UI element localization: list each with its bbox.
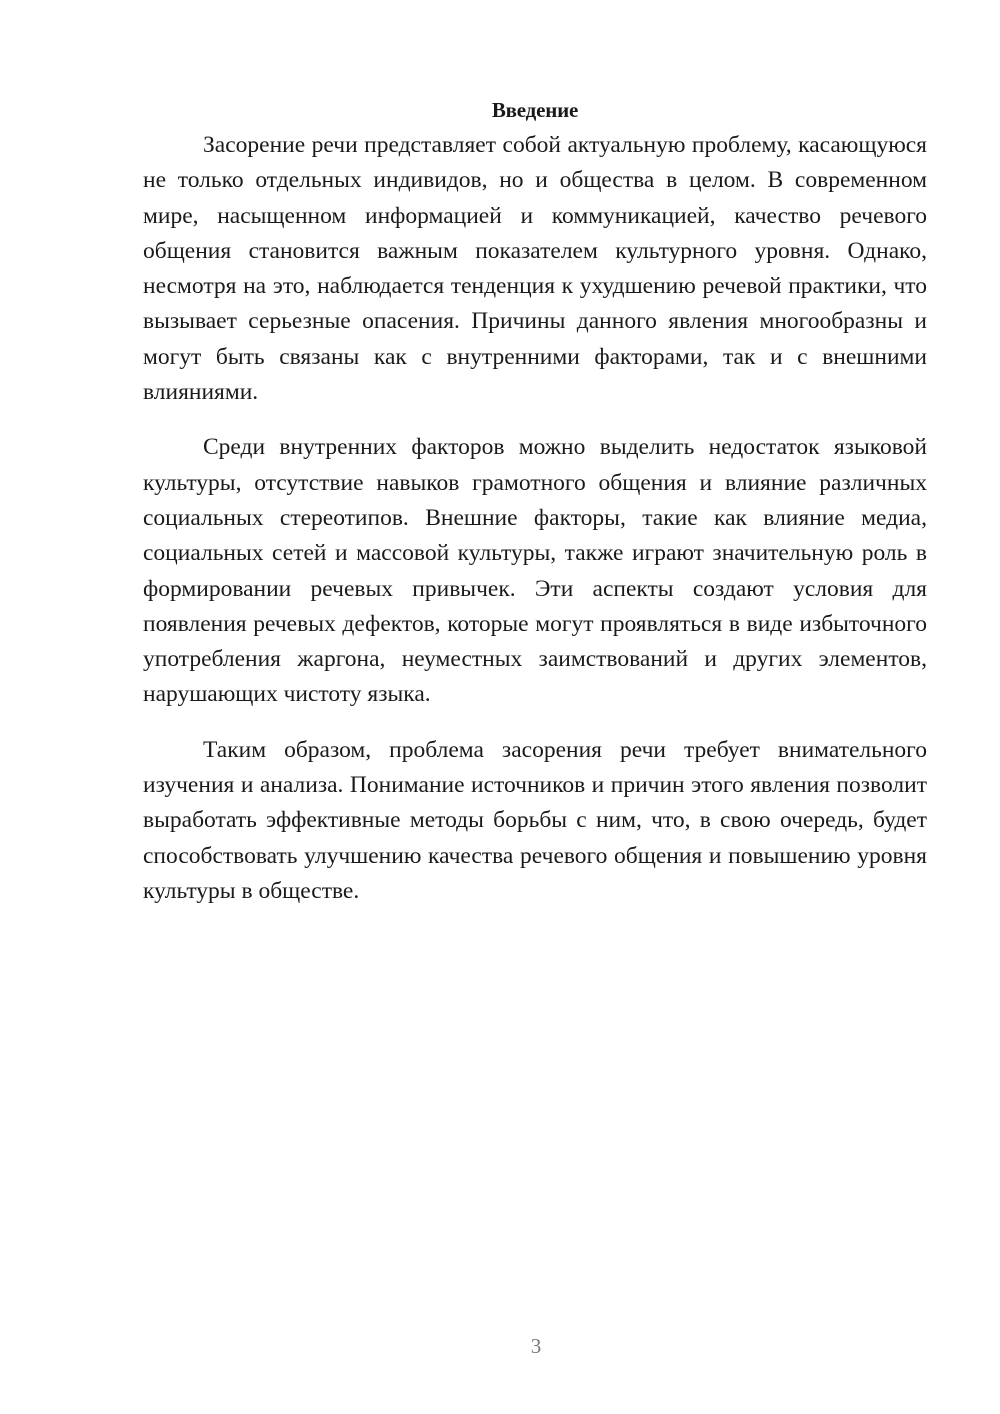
- section-heading: Введение: [491, 98, 579, 122]
- page-number: 3: [530, 1334, 542, 1358]
- page-content: [143, 92, 927, 909]
- paragraph-3: Таким образом, проблема засорения речи требует внимательного изучения и анализа. Понимание источников и причин этого явления позволит выработать эффективные методы борьбы с ним, что, в свою очередь, будет способствовать улучшению качества речевого общения и повышению уровня культуры в обществе.: [143, 736, 927, 904]
- paragraph-1: Засорение речи представляет собой актуальную проблему, касающуюся не только отдельных индивидов, но и общества в целом. В современном мире, насыщенном информацией и коммуникацией, качество речевого общения становится важным показателем культурного уровня. Однако, несмотря на это, наблюдается тенденция к ухудшению речевой практики, что вызывает серьезные опасения. Причины данного явления многообразны и могут быть связаны как с внутренними факторами, так и с внешними влияниями.: [143, 132, 927, 406]
- paragraph-2: Среди внутренних факторов можно выделить недостаток языковой культуры, отсутствие навыков грамотного общения и влияние различных социальных стереотипов. Внешние факторы, такие как влияние медиа, социальных сетей и массовой культуры, также играют значительную роль в формировании речевых привычек. Эти аспекты создают условия для появления речевых дефектов, которые могут проявляться в виде избыточного употребления жаргона, неуместных заимствований и других элементов, нарушающих чистоту языка.: [143, 434, 927, 708]
